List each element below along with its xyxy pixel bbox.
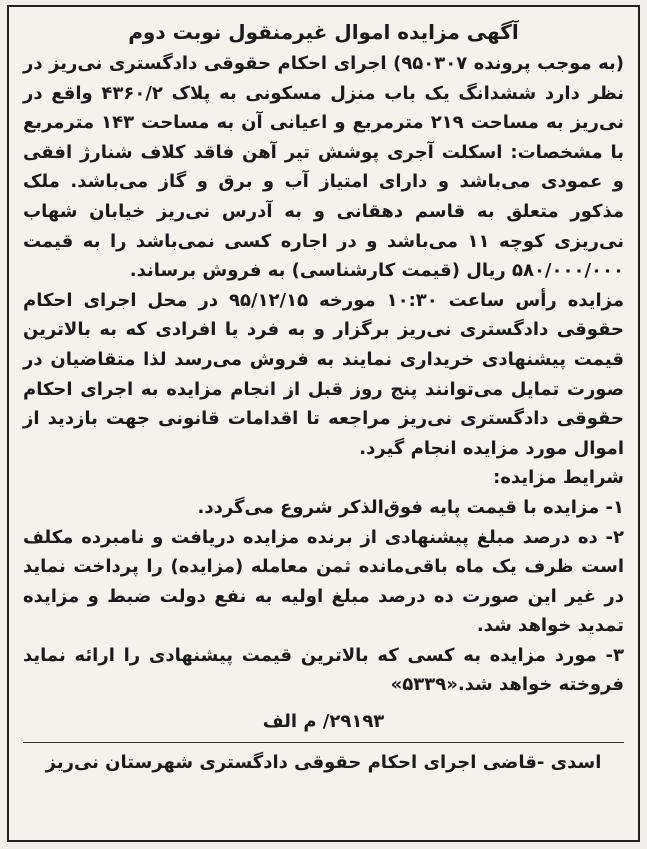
condition-item-1: ۱- مزایده با قیمت پایه فوق‌الذکر شروع می‌گردد. xyxy=(197,496,624,518)
condition-item-3: ۳- مورد مزایده به کسی که بالاترین قیمت پیشنهادی را ارائه نماید فروخته خواهد شد.«۵۳۳۹» xyxy=(23,644,624,696)
notice-title: آگهی مزایده اموال غیرمنقول نوبت دوم xyxy=(128,20,519,44)
auction-details: مزایده رأس ساعت ۱۰:۳۰ مورخه ۹۵/۱۲/۱۵ در محل اجرای احکام حقوقی دادگستری نی‌ریز برگزار و به فرد یا افرادی که به بالاترین قیمت پیشنهادی خریداری نمایند به فروش می‌رسد لذا متقاضیان در صورت تمایل می‌توانند پنج روز قبل از انجام مزایده به اجرای احکام حقوقی دادگستری نی‌ریز مراجعه تا اقدامات قانونی جهت بازدید از اموال مورد مزایده انجام گیرد. xyxy=(23,289,624,459)
notice-intro: (به موجب پرونده ۹۵۰۳۰۷) اجرای احکام حقوقی دادگستری نی‌ریز در نظر دارد ششدانگ یک باب منزل مسکونی به پلاک ۴۳۶۰/۲ واقع در نی‌ریز به مساحت ۲۱۹ مترمربع و اعیانی آن به مساحت ۱۴۳ مترمربع با مشخصات: اسکلت آجری پوشش تیر آهن فاقد کلاف شنارژ افقی و عمودی می‌باشد و دارای امتیاز آب و برق و گاز می‌باشد. ملک مذکور متعلق به قاسم دهقانی و به آدرس نی‌ریز خیابان شهاب نی‌ریزی کوچه ۱۱ می‌باشد و در اجاره کسی نمی‌باشد را به قیمت ۵۸۰/۰۰۰/۰۰۰ ریال (قیمت کارشناسی) به فروش برساند. xyxy=(23,53,624,282)
reference-number: ۲۹۱۹۳/ م الف xyxy=(262,711,385,733)
conditions-heading: شرایط مزایده: xyxy=(493,467,624,489)
auction-notice xyxy=(7,5,640,842)
divider xyxy=(23,742,624,743)
signature-line: اسدی -قاضی اجرای احکام حقوقی دادگستری شهرستان نی‌ریز xyxy=(45,752,602,774)
condition-item-2: ۲- ده درصد مبلغ پیشنهادی از برنده مزایده دریافت و نامبرده مکلف است ظرف یک ماه باقی‌مانده ثمن معامله (مزایده) را پرداخت نماید در غیر این صورت ده درصد مبلغ اولیه به نفع دولت ضبط و مزایده تمدید خواهد شد. xyxy=(23,526,624,637)
